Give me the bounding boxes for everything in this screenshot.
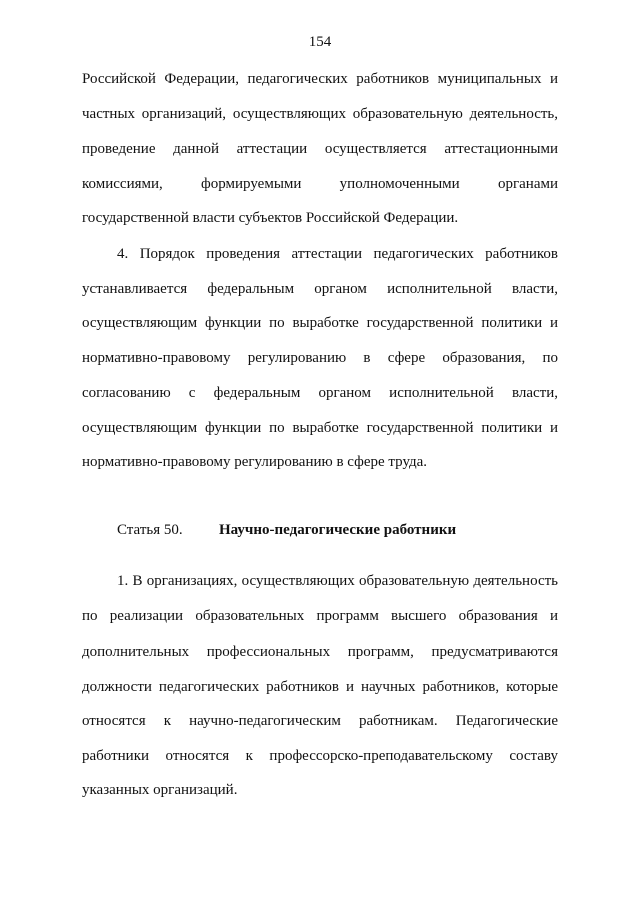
text-line: осуществляющим функции по выработке государственной политики и: [82, 420, 558, 436]
paragraph-first-line: 1. В организациях, осуществляющих образовательную деятельность: [117, 573, 558, 589]
article-title: Научно-педагогические работники: [219, 522, 457, 538]
article-heading: [117, 521, 456, 539]
text-line: комиссиями, формируемыми уполномоченными органами: [82, 176, 558, 192]
text-line: относятся к научно-педагогическим работникам. Педагогические: [82, 713, 558, 729]
text-line: нормативно-правовому регулированию в сфере труда.: [82, 454, 428, 470]
text-line: работники относятся к профессорско-преподавательскому составу: [82, 748, 558, 764]
text-line: указанных организаций.: [82, 782, 238, 798]
text-line: дополнительных профессиональных программ, предусматриваются: [82, 644, 558, 660]
text-line: по реализации образовательных программ высшего образования и: [82, 608, 558, 624]
paragraph-first-line: 4. Порядок проведения аттестации педагогических работников: [117, 246, 558, 262]
text-line: проведение данной аттестации осуществляется аттестационными: [82, 141, 558, 157]
text-line: осуществляющим функции по выработке государственной политики и: [82, 315, 558, 331]
article-number: Статья 50.: [117, 522, 183, 538]
text-line: государственной власти субъектов Российской Федерации.: [82, 210, 459, 226]
page-number: 154: [308, 34, 332, 50]
text-line: нормативно-правовому регулированию в сфере образования, по: [82, 350, 558, 366]
text-line: Российской Федерации, педагогических работников муниципальных и: [82, 71, 558, 87]
text-line: устанавливается федеральным органом исполнительной власти,: [82, 281, 558, 297]
text-line: согласованию с федеральным органом исполнительной власти,: [82, 385, 558, 401]
text-line: частных организаций, осуществляющих образовательную деятельность,: [82, 106, 558, 122]
text-line: должности педагогических работников и научных работников, которые: [82, 679, 558, 695]
